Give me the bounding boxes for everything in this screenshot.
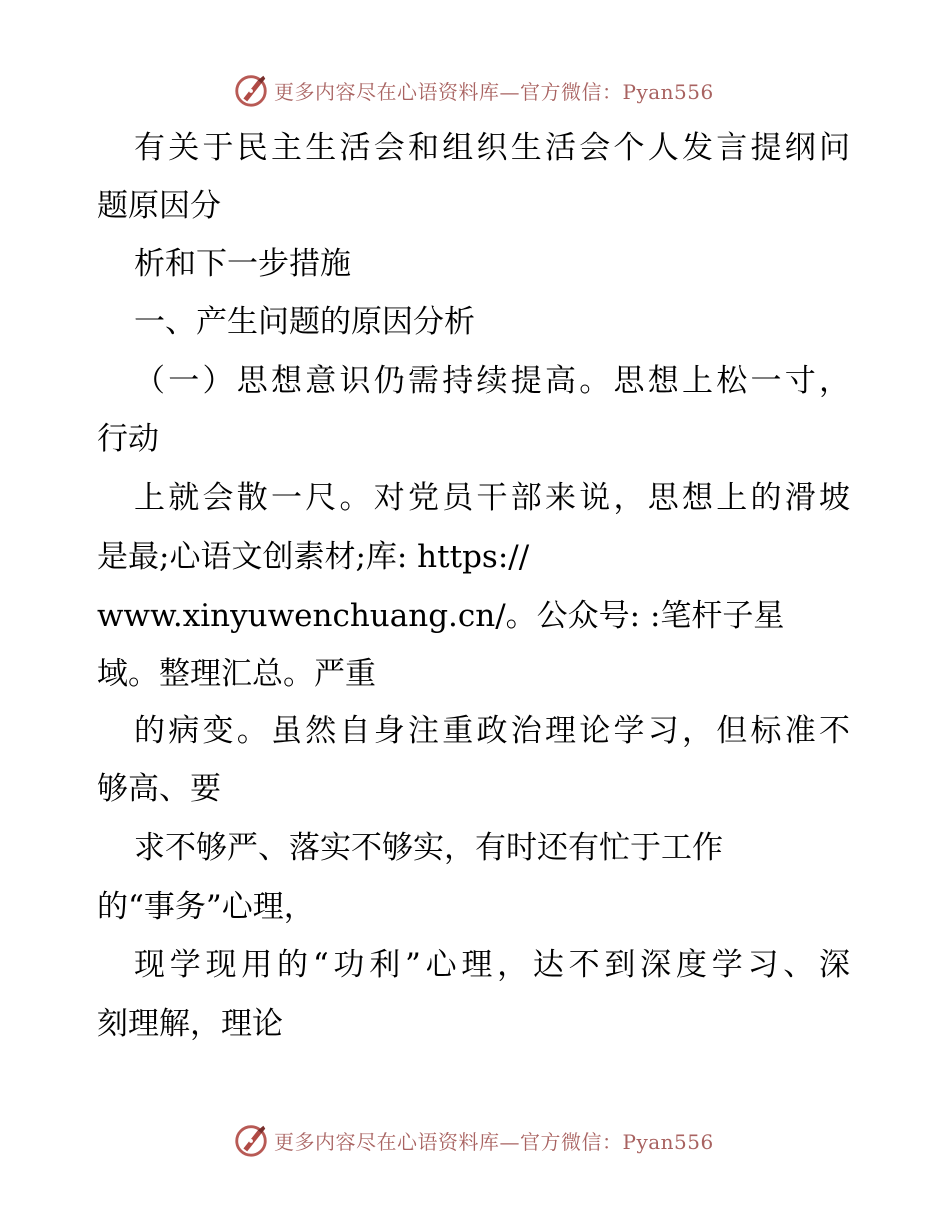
text-line: 刻理解，理论 <box>97 1006 283 1042</box>
watermark-text: 更多内容尽在心语资料库—官方微信：Pyan556 <box>274 79 714 104</box>
fountain-pen-badge-icon <box>232 1121 270 1159</box>
text-line: （一）思想意识仍需持续提高。思想上松一寸， <box>134 363 850 399</box>
header-watermark <box>0 70 950 110</box>
watermark-text: 更多内容尽在心语资料库—官方微信：Pyan556 <box>274 1129 714 1154</box>
text-line: 的“事务”心理， <box>97 889 315 925</box>
text-line: 域。整理汇总。严重 <box>97 656 376 692</box>
text-line: 有关于民主生活会和组织生活会个人发言提纲问 <box>134 130 850 166</box>
text-line: 现学现用的“功利”心理，达不到深度学习、深 <box>134 947 850 983</box>
section-heading: 一、产生问题的原因分析 <box>134 304 475 340</box>
text-line: 够高、要 <box>97 771 221 807</box>
text-line: 行动 <box>97 421 159 457</box>
text-line: 求不够严、落实不够实，有时还有忙于工作 <box>134 830 723 866</box>
text-line: 题原因分 <box>97 188 221 224</box>
fountain-pen-badge-icon <box>232 71 270 109</box>
text-line: 是最;心语文创素材;库: https:// <box>97 539 530 575</box>
text-line: 析和下一步措施 <box>134 246 351 282</box>
text-line: 的病变。虽然自身注重政治理论学习，但标准不 <box>134 713 850 749</box>
footer-watermark <box>0 1120 950 1160</box>
text-line: www.xinyuwenchuang.cn/。公众号: :笔杆子星 <box>97 598 785 634</box>
text-line: 上就会散一尺。对党员干部来说，思想上的滑坡 <box>134 480 850 516</box>
